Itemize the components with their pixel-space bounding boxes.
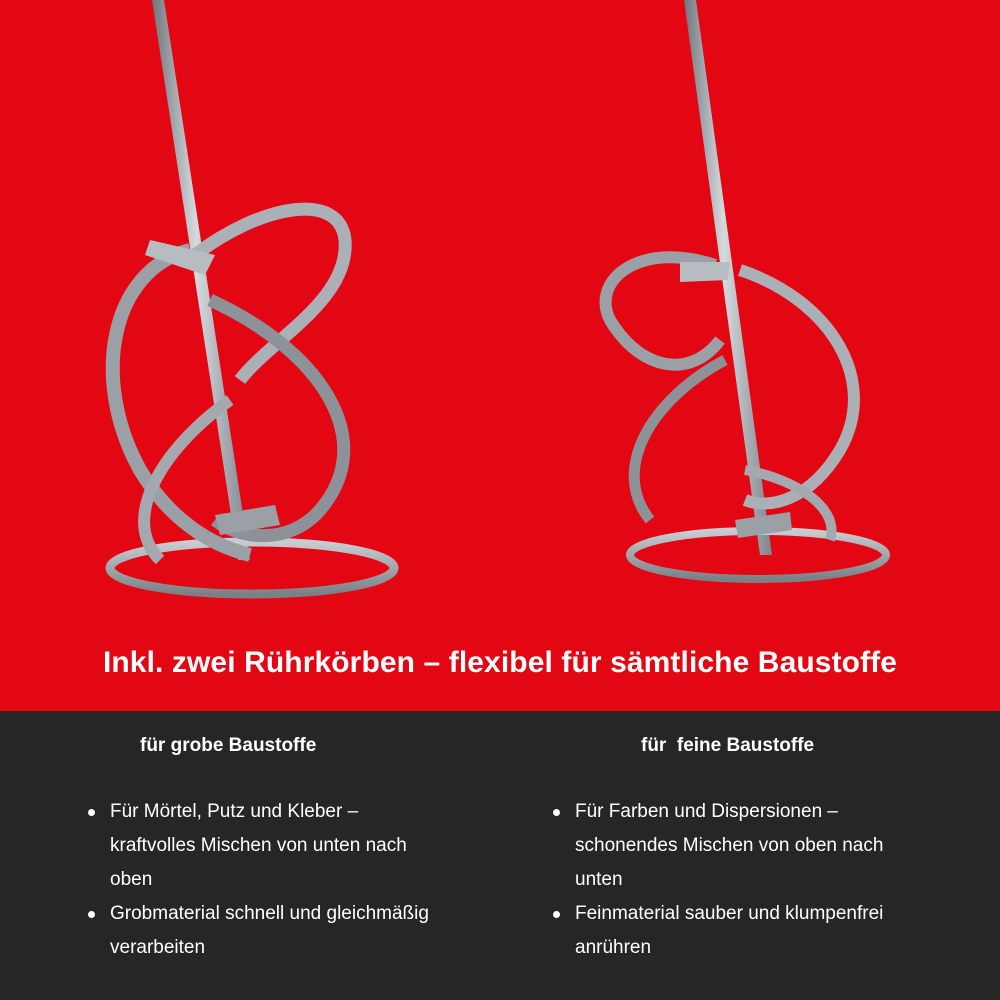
bullet-icon — [88, 911, 95, 918]
feature-list — [80, 795, 430, 965]
list-item: Grobmaterial schnell und gleichmäßig verarbeiten — [80, 897, 430, 965]
fine-mixing-paddle — [606, 0, 886, 579]
column-title: für feine Baustoffe — [641, 735, 815, 756]
headline: Inkl. zwei Rührkörben – flexibel für sämtliche Baustoffe — [102, 646, 898, 679]
column-title: für grobe Baustoffe — [140, 735, 317, 756]
feature-list — [545, 795, 935, 965]
list-item: Feinmaterial sauber und klumpenfrei anrühren — [545, 897, 935, 965]
coarse-mixing-paddle — [110, 0, 394, 594]
bullet-icon — [88, 809, 95, 816]
list-item: Für Mörtel, Putz und Kleber – kraftvolles Mischen von unten nach oben — [80, 795, 430, 897]
list-item: Für Farben und Dispersionen – schonendes Mischen von oben nach unten — [545, 795, 935, 897]
bullet-icon — [553, 911, 560, 918]
features-panel — [0, 711, 1000, 1000]
bullet-icon — [553, 809, 560, 816]
